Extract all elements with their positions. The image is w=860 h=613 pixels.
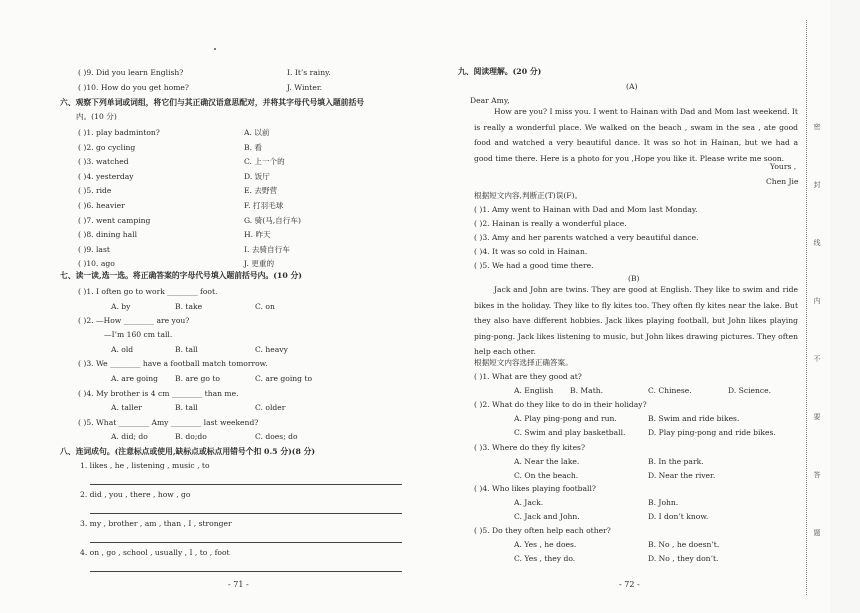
sentence-words: 3. my , brother , am , than , I , stronger <box>80 519 232 528</box>
letter-body: How are you? I miss you. I went to Hainan with Dad and Mom last weekend. It is really a wonderful place. We walked on the beach , swam in the sea , ate good food and watched a very beautiful dance. It was so hot in Hainan, but we had a good time there. Here is a photo for you ,Hope you like it. Please write me soon. <box>474 107 798 163</box>
mc-option: D. Science. <box>728 386 772 395</box>
option-text: A. taller <box>111 403 142 412</box>
mc-option: A. Jack. <box>514 498 544 507</box>
speck <box>214 48 216 50</box>
option-text: A. did; do <box>111 432 148 441</box>
matching-word: ( )6. heavier <box>78 201 125 210</box>
matching-word: ( )3. watched <box>78 157 129 167</box>
section-title-cont: 内。(10 分) <box>76 112 117 121</box>
margin-char: 线 <box>813 239 821 247</box>
margin-char: 密 <box>813 123 821 131</box>
passage-label: (B) <box>628 274 640 283</box>
mc-question: ( )3. Where do they fly kites? <box>474 443 586 452</box>
option-text: B. tall <box>175 403 198 412</box>
right-page <box>430 0 830 613</box>
question-line: ( )3. We ________ have a football match tomorrow. <box>78 359 268 368</box>
question-line: ( )10. How do you get home? <box>78 83 189 92</box>
question-line: ( )9. Did you learn English? <box>78 68 184 77</box>
section-title: 八、连词成句。(注意标点或使用,缺标点或标点用错号个扣 0.5 分)(8 分) <box>60 447 316 456</box>
option-text: C. are going to <box>255 374 313 383</box>
answer-line[interactable] <box>90 513 402 514</box>
sentence-words: 4. on , go , school , usually , I , to , foot <box>80 548 230 557</box>
letter-greeting: Dear Amy, <box>470 96 510 105</box>
letter-signature: Chen Jie <box>766 177 799 186</box>
question-line: ( )5. What ________ Amy ________ last weekend? <box>78 418 259 427</box>
mc-option: B. No , he doesn’t. <box>648 540 720 549</box>
option-text: C. older <box>255 403 286 412</box>
tf-item: ( )5. We had a good time there. <box>474 261 594 270</box>
margin-char: 答 <box>813 471 821 479</box>
section-title: 七、读一读,选一选。将正确答案的字母代号填入题前括号内。(10 分) <box>60 271 302 280</box>
option-text: A. are going <box>111 374 158 383</box>
margin-char: 内 <box>813 297 821 305</box>
section-title: 九、阅读理解。(20 分) <box>458 67 542 76</box>
sentence-words: 2. did , you , there , how , go <box>80 490 191 499</box>
dialogue-line: —I’m 160 cm tall. <box>104 330 173 339</box>
passage-label: (A) <box>626 82 638 91</box>
mc-option: D. Near the river. <box>648 471 716 480</box>
option-text: C. on <box>255 302 275 311</box>
mc-option: C. Jack and John. <box>514 512 580 521</box>
option-text: B. are go to <box>175 374 220 383</box>
matching-meaning: D. 饭厅 <box>244 171 270 181</box>
tf-item: ( )3. Amy and her parents watched a very beautiful dance. <box>474 233 699 242</box>
matching-word: ( )8. dining hall <box>78 230 138 240</box>
section-title: 六、观察下列单词或词组，将它们与其正确汉语意思配对，并将其字母代号填入题前括号 <box>60 98 365 107</box>
mc-option: B. Swim and ride bikes. <box>648 414 740 423</box>
mc-option: C. Chinese. <box>648 386 692 395</box>
question-line: ( )2. —How ________ are you? <box>78 316 190 325</box>
margin-char: 题 <box>813 529 821 537</box>
option-text: J. Winter. <box>287 83 323 92</box>
answer-line[interactable] <box>90 571 402 572</box>
question-line: ( )1. I often go to work ________ foot. <box>78 287 218 296</box>
mc-option: B. John. <box>648 498 679 507</box>
letter-closing: Yours , <box>770 162 797 171</box>
binding-margin <box>830 0 860 613</box>
page-number: - 72 - <box>619 580 640 589</box>
matching-meaning: H. 昨天 <box>244 230 271 240</box>
option-text: B. take <box>175 302 203 311</box>
matching-word: ( )9. last <box>78 244 110 254</box>
tf-item: ( )1. Amy went to Hainan with Dad and Mom last Monday. <box>474 205 698 214</box>
tf-item: ( )2. Hainan is really a wonderful place. <box>474 219 627 228</box>
matching-word: ( )5. ride <box>78 186 112 196</box>
matching-meaning: B. 看 <box>244 142 263 152</box>
mc-question: ( )4. Who likes playing football? <box>474 484 596 493</box>
option-text: A. old <box>111 345 134 354</box>
option-text: C. does; do <box>255 432 298 441</box>
option-text: C. heavy <box>255 345 288 354</box>
page-number: - 71 - <box>228 580 249 589</box>
mc-option: C. Yes , they do. <box>514 554 576 563</box>
mc-option: A. English <box>514 386 554 395</box>
mc-option: C. Swim and play basketball. <box>514 428 626 437</box>
margin-char: 要 <box>813 413 821 421</box>
margin-char: 不 <box>813 355 821 363</box>
matching-word: ( )7. went camping <box>78 215 151 225</box>
option-text: I. It’s rainy. <box>287 68 331 77</box>
sentence-words: 1. likes , he , listening , music , to <box>80 461 210 470</box>
subsection-title: 根据短文内容,判断正(T)误(F)。 <box>474 191 583 200</box>
mc-question: ( )5. Do they often help each other? <box>474 526 611 535</box>
matching-word: ( )4. yesterday <box>78 171 134 181</box>
mc-question: ( )1. What are they good at? <box>474 372 582 381</box>
mc-option: D. No , they don’t. <box>648 554 719 563</box>
tf-item: ( )4. It was so cold in Hainan. <box>474 247 588 256</box>
mc-option: D. Play ping-pong and ride bikes. <box>648 428 776 437</box>
matching-meaning: I. 去骑自行车 <box>244 244 290 254</box>
mc-option: A. Near the lake. <box>514 457 580 466</box>
matching-meaning: E. 去野营 <box>244 186 278 196</box>
question-line: ( )4. My brother is 4 cm ________ than me. <box>78 389 239 398</box>
matching-word: ( )10. ago <box>78 259 115 269</box>
mc-option: B. In the park. <box>648 457 704 466</box>
mc-option: B. Math. <box>570 386 604 395</box>
matching-word: ( )2. go cycling <box>78 142 136 152</box>
matching-meaning: J. 更重的 <box>244 259 275 269</box>
subsection-title: 根据短文内容选择正确答案。 <box>474 358 573 367</box>
margin-char: 封 <box>813 181 821 189</box>
matching-word: ( )1. play badminton? <box>78 128 160 137</box>
mc-option: A. Yes , he does. <box>514 540 577 549</box>
mc-option: C. On the beach. <box>514 471 579 480</box>
mc-option: D. I don’t know. <box>648 512 709 521</box>
answer-line[interactable] <box>90 484 402 485</box>
seal-line <box>806 20 807 595</box>
answer-line[interactable] <box>90 542 402 543</box>
option-text: B. do;do <box>175 432 207 441</box>
passage-body: Jack and John are twins. They are good at English. They like to swim and ride bikes in the holiday. They like to fly kites too. They often fly kites near the lake. But they also have different hobbies. Jack likes playing football, but John likes playing ping-pong. Jack likes listening to music, but John likes drawing pictures. They often help each other. <box>474 285 798 356</box>
option-text: A. by <box>111 302 131 311</box>
mc-option: A. Play ping-pong and run. <box>514 414 617 423</box>
matching-meaning: F. 打羽毛球 <box>244 201 284 210</box>
matching-meaning: G. 骑(马,自行车) <box>244 215 301 225</box>
option-text: B. tall <box>175 345 198 354</box>
matching-meaning: C. 上一个的 <box>244 157 285 167</box>
mc-question: ( )2. What do they like to do in their holiday? <box>474 400 647 409</box>
matching-meaning: A. 以前 <box>244 128 270 137</box>
